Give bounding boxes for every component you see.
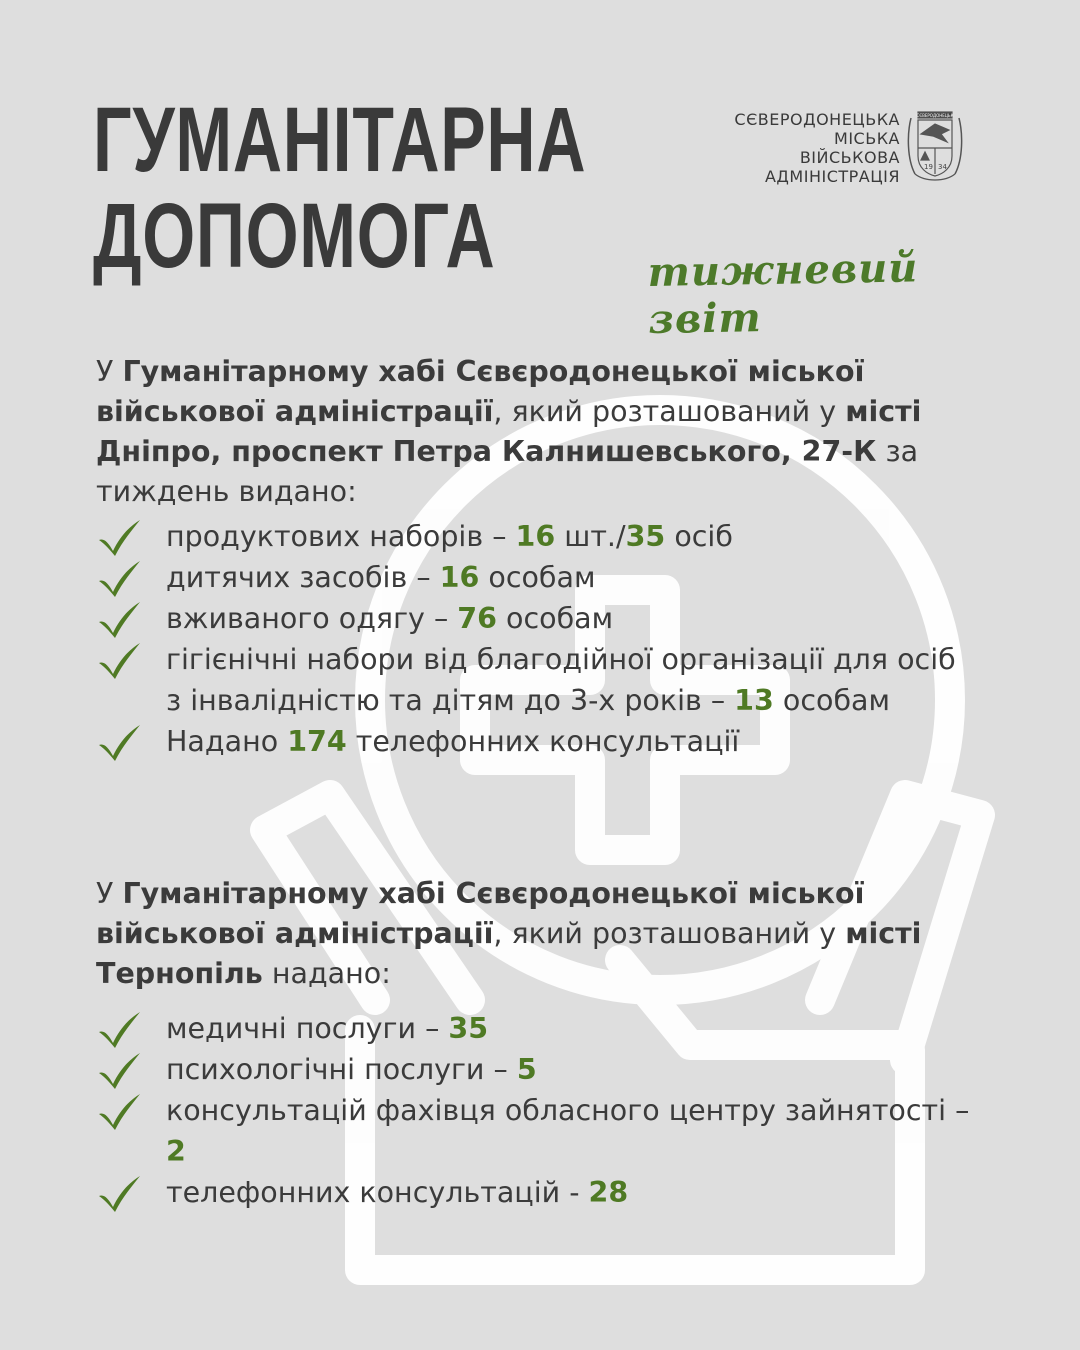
item-number: 35 [448, 1012, 489, 1045]
list-item [96, 639, 976, 721]
intro-text: У [96, 877, 123, 910]
item-number: 28 [588, 1176, 629, 1209]
item-text: осіб [665, 520, 733, 553]
dnipro-stats-list [96, 516, 976, 762]
intro-bold: Гуманітарному хабі Сєвєродонецької міської військової адміністрації [96, 355, 865, 428]
checkmark-icon [96, 641, 142, 681]
title-line-2: ДОПОМОГА [93, 185, 496, 287]
ternopil-stats-list [96, 1008, 976, 1213]
item-number: 174 [287, 725, 347, 758]
title-line-1: ГУМАНІТАРНА [93, 89, 587, 191]
list-item [96, 1008, 976, 1049]
dnipro-hub-intro [96, 352, 1006, 512]
list-item [96, 598, 976, 639]
item-text: телефонних консультації [346, 725, 740, 758]
checkmark-icon [96, 1174, 142, 1214]
list-item [96, 1172, 976, 1213]
checkmark-icon [96, 518, 142, 558]
item-text: психологічні послуги – [166, 1053, 517, 1086]
item-text: особам [773, 684, 890, 717]
item-number: 5 [516, 1053, 537, 1086]
intro-bold-location: місті Тернопіль [96, 917, 922, 990]
intro-bold: Гуманітарному хабі Сєвєродонецької міської військової адміністрації [96, 877, 865, 950]
item-number: 16 [439, 561, 480, 594]
organization-name [690, 110, 900, 186]
item-text: телефонних консультацій - [166, 1176, 589, 1209]
item-number: 13 [734, 684, 774, 717]
item-number: 35 [625, 520, 666, 553]
checkmark-icon [96, 1010, 142, 1050]
list-item [96, 721, 976, 762]
item-number: 2 [166, 1135, 186, 1168]
checkmark-icon [96, 1051, 142, 1091]
list-item [96, 516, 976, 557]
item-text: особам [479, 561, 596, 594]
emblem-year-right: 34 [938, 163, 947, 171]
list-item [96, 1049, 976, 1090]
checkmark-icon [96, 559, 142, 599]
item-text: Надано [166, 725, 288, 758]
checkmark-icon [96, 600, 142, 640]
emblem-year-left: 19 [924, 163, 933, 171]
item-text: дитячих засобів – [166, 561, 440, 594]
intro-bold-location: місті Дніпро, проспект Петра Калнишевського, 27-К [96, 395, 922, 468]
item-text: продуктових наборів – [166, 520, 516, 553]
page-title [93, 89, 587, 287]
item-text: вживаного одягу – [166, 602, 458, 635]
intro-text: за тиждень видано: [96, 435, 919, 508]
item-number: 76 [457, 602, 497, 635]
weekly-report-subtitle: тижневий звіт [647, 244, 919, 344]
item-text: гігієнічні набори від благодійної організації для осіб з інвалідністю та дітям до 3-х років – [166, 643, 956, 717]
org-line-4: АДМІНІСТРАЦІЯ [764, 167, 900, 186]
intro-text: У [96, 355, 123, 388]
item-number: 16 [515, 520, 556, 553]
intro-text: , який розташований у [493, 917, 846, 950]
city-coat-of-arms-icon [905, 104, 965, 188]
item-text: шт./ [555, 520, 626, 553]
item-text: консультацій фахівця обласного центру зайнятості – [166, 1094, 970, 1127]
org-line-2: МІСЬКА [834, 129, 900, 148]
checkmark-icon [96, 1092, 142, 1132]
intro-text: надано: [262, 957, 391, 990]
ternopil-hub-intro [96, 874, 1006, 994]
emblem-banner-text: СЄВЕРОДОНЕЦЬК [916, 113, 954, 118]
item-text: особам [496, 602, 614, 635]
intro-text: , який розташований у [493, 395, 846, 428]
item-text: медичні послуги – [166, 1012, 449, 1045]
list-item [96, 1090, 976, 1172]
list-item [96, 557, 976, 598]
org-line-1: СЄВЕРОДОНЕЦЬКА [734, 110, 900, 129]
checkmark-icon [96, 723, 142, 763]
org-line-3: ВІЙСЬКОВА [799, 148, 900, 167]
